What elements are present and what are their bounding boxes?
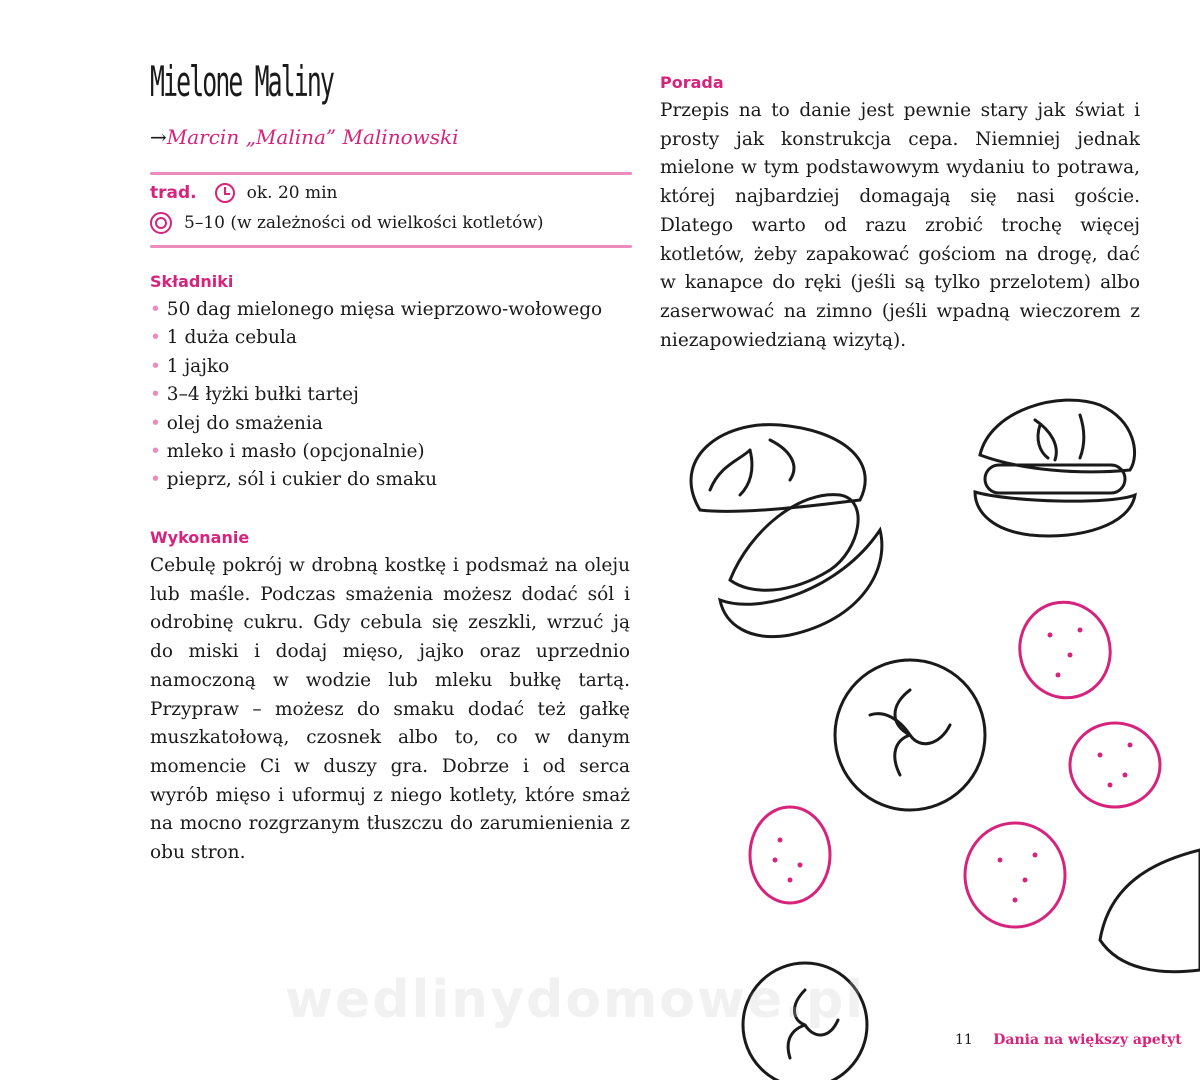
recipe-servings: 5–10 (w zależności od wielkości kotletów) — [184, 213, 544, 233]
recipe-title: Mielone Maliny — [150, 58, 333, 107]
page-number: 11 — [955, 1032, 973, 1048]
method-heading: Wykonanie — [150, 528, 250, 547]
divider-bottom — [150, 245, 632, 248]
watermark: wedlinydomowe.pl — [285, 970, 866, 1030]
recipe-time: ok. 20 min — [246, 183, 338, 203]
ingredient-item: • 1 duża cebula — [150, 324, 602, 352]
recipe-meta-servings — [150, 212, 544, 234]
author-arrow: → — [150, 125, 167, 149]
raspberry-icon — [965, 823, 1065, 927]
clock-icon — [215, 183, 235, 203]
ingredient-item: • 50 dag mielonego mięsa wieprzowo-wołowego — [150, 296, 602, 324]
method-text: Cebulę pokrój w drobną kostkę i podsmaż na oleju lub maśle. Podczas smażenia możesz dodać sól i odrobinę cukru. Gdy cebula się zeszkli, wrzuć ją do miski i dodaj mięso, jajko oraz uprzednio namoczoną w wodzie lub mleku bułkę tartą. Przypraw – możesz do smaku dodać też gałkę muszkatołową, czosnek albo to, co w danym momencie Ci w duszy gra. Dobrze i od serca wyrób mięso i uformuj z niego kotlety, które smaż na mocno rozgrzanym tłuszczu do zarumienienia z obu stron. — [150, 555, 630, 864]
ingredient-item: • 3–4 łyżki bułki tartej — [150, 381, 602, 409]
divider-top — [150, 172, 632, 175]
tip-heading: Porada — [660, 73, 724, 92]
ingredient-item: • mleko i masło (opcjonalnie) — [150, 438, 602, 466]
tip-text: Przepis na to danie jest pewnie stary jak świat i prosty jak konstrukcja cepa. Niemniej jednak mielone w tym podstawowym wydaniu to potrawa, której najbardziej domagają się nasi goście. Dlatego warto od razu zrobić trochę więcej kotletów, żeby zapakować gościom na drogę, dać w kanapce do ręki (jeśli są tylko przelotem) albo zaserwować na zimno (jeśli wpadną wieczorem z niezapowiedzianą wizytą). — [660, 100, 1140, 351]
ingredient-item: • pieprz, sól i cukier do smaku — [150, 466, 602, 494]
burger-bun-top-icon — [691, 425, 865, 512]
ingredients-list — [150, 296, 602, 495]
ingredients-heading: Składniki — [150, 272, 234, 291]
page-footer — [955, 1032, 1182, 1048]
author-name: Marcin „Malina” Malinowski — [166, 125, 459, 149]
recipe-tag: trad. — [150, 183, 197, 203]
recipe-author — [150, 125, 459, 149]
raspberry-icon — [1070, 723, 1160, 807]
servings-target-icon — [150, 212, 172, 234]
ingredient-item: • olej do smażenia — [150, 410, 602, 438]
burger-icon — [980, 400, 1135, 472]
recipe-meta-time — [150, 183, 338, 203]
raspberry-icon — [750, 807, 830, 903]
ingredient-item: • 1 jajko — [150, 353, 602, 381]
chapter-title: Dania na większy apetyt — [993, 1032, 1182, 1048]
raspberry-icon — [1009, 592, 1121, 708]
